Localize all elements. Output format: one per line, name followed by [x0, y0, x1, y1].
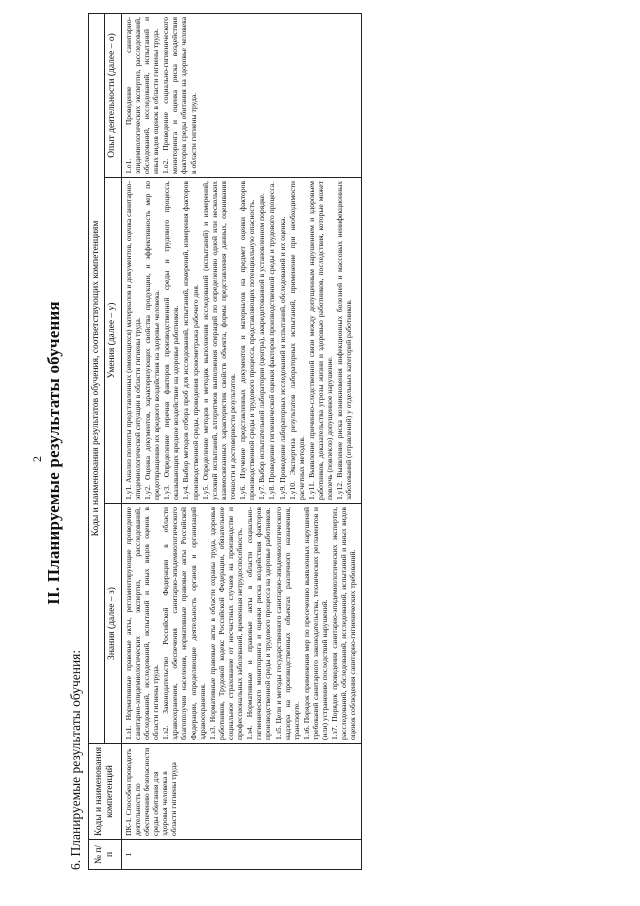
- knowledge-item: 1.з2. Законодательство Российской Федерации в области здравоохранения, обеспечения санитарно-эпидемиологического благополучия населения, нормативные правовые акты Российской Федерации, определяющие деятельность органов и организаций здравоохранения.: [161, 507, 207, 740]
- header-results-group: Коды и наименования результатов обучения, соответствующих компетенциям: [89, 13, 105, 743]
- skill-item: 1.у4. Выбор методов отбора проб для исследований, испытаний, измерений, измерения факторов производственной среды, проведения хронометража рабочего дня.: [181, 181, 200, 500]
- skill-item: 1.у5. Определение методов и методик выполнения исследований (испытаний) и измерений, условий испытаний, алгоритмов выполнения операций по определению одной или нескольких взаимосвязанных характеристик свойств объекта, формы представления данных, оценивания точности и достоверности результатов.: [200, 181, 237, 500]
- table-row: [121, 13, 361, 869]
- knowledge-item: 1.з5. Цели и методы государственного санитарно-эпидемиологического надзора на производственных объектах различного назначения, транспорте.: [273, 507, 301, 740]
- header-knowledge: Знания (далее – з): [105, 504, 121, 744]
- experience-cell: [121, 13, 361, 177]
- header-row-top: [89, 13, 105, 869]
- header-skills: Умения (далее – у): [105, 178, 121, 504]
- skill-item: 1.у12. Выявление риска возникновения инфекционных болезней и массовых неинфекционных заболеваний (отравлений) у отдельных категорий работников.: [335, 181, 354, 500]
- knowledge-item: 1.з4. Нормативные и правовые акты в области социально-гигиенического мониторинга и оценки риска воздействия факторов производственной среды и трудового процесса на здоровье работников.: [245, 507, 273, 740]
- skill-item: 1.у11. Выявление причинно-следственной связи между допущенным нарушением и здоровьем работников, доказательства угрозы жизни и здоровью работников, последствия, которые может повлечь (повлекло) допущенное нарушение.: [306, 181, 335, 500]
- experience-item: 1.о1. Проведение санитарно-эпидемиологических экспертиз, расследований, обследований, исследований, испытаний и иных видов оценок в области гигиены труда.: [123, 16, 161, 174]
- skill-item: 1.у9. Проведение лабораторных исследований и испытаний, обследований и их оценка.: [277, 216, 287, 500]
- skill-item: 1.у6. Изучение представленных документов и материалов на предмет оценки факторов производственной среды и трудового процесса, представляющих потенциальную опасность.: [238, 181, 257, 500]
- skill-item: 1.у8. Проведение гигиенической оценки факторов производственной среды и трудового процесса.: [267, 181, 277, 500]
- section-title: II. Планируемые результаты обучения: [44, 301, 63, 605]
- skill-item: 1.у2. Оценка документов, характеризующих свойства продукции, и эффективность мер по предотвращению их вредного воздействия на здоровье человека.: [143, 181, 162, 500]
- page-number: 2: [30, 456, 44, 462]
- skills-cell: [121, 178, 361, 504]
- knowledge-cell: [121, 504, 361, 744]
- skill-item: 1.у3. Определение перечня факторов производственной среды и трудового процесса, оказывающих вредное воздействие на здоровье работников.: [162, 181, 181, 500]
- experience-item: 1.о2. Проведение социально-гигиенического мониторинга и оценка риска воздействия факторов среды обитания на здоровье человека в области гигиены труда.: [161, 16, 198, 174]
- knowledge-item: 1.з7. Порядок проведения санитарно-эпидемиологических экспертиз, расследований, обследований, исследований, испытаний и иных видов оценок соблюдения санитарно-гигиенических требований.: [330, 507, 358, 740]
- knowledge-item: 1.з3. Нормативные правовые акты в области охраны труда, здоровья работников, Трудовой кодекс Российской Федерации, обязательное социальное страхование от несчастных случаев на производстве и профессиональных заболеваний, временная нетрудоспособность.: [207, 507, 245, 740]
- knowledge-item: 1.з1. Нормативные правовые акты, регламентирующие проведение санитарно-эпидемиологических экспертиз, расследований, обследований, исследований, испытаний и иных видов оценок в области гигиены труда.: [123, 507, 161, 740]
- skill-item: 1.у7. Выбор испытательной лаборатории (центра), аккредитованной в установленном порядке.: [257, 193, 267, 500]
- row-number: 1: [121, 840, 361, 870]
- header-experience: Опыт деятельности (далее – о): [105, 13, 121, 177]
- skill-item: 1.у1. Анализ полноты представленных (имеющихся) материалов и документов, оценка санитарно-эпидемиологической ситуации в области гигиены труда.: [123, 181, 142, 500]
- header-row-bottom: [105, 13, 121, 869]
- competence-cell: ПК-1. Способен проводить деятельность по обеспечению безопасности среды обитания для здоровья человека в области гигиены труда: [121, 744, 361, 840]
- knowledge-item: 1.з6. Порядок применения мер по пресечению выявленных нарушений требований санитарного законодательства, технических регламентов и (или) устранению последствий нарушений.: [301, 507, 330, 740]
- results-table: [88, 13, 362, 870]
- header-num: № п/п: [89, 840, 122, 870]
- subsection-title: 6. Планируемые результаты обучения:: [68, 649, 83, 870]
- header-competence: Коды и наименования компетенций: [89, 744, 122, 840]
- skill-item: 1.у10. Экспертиза результатов лабораторных испытаний, применение при необходимости расчетных методов.: [287, 181, 306, 500]
